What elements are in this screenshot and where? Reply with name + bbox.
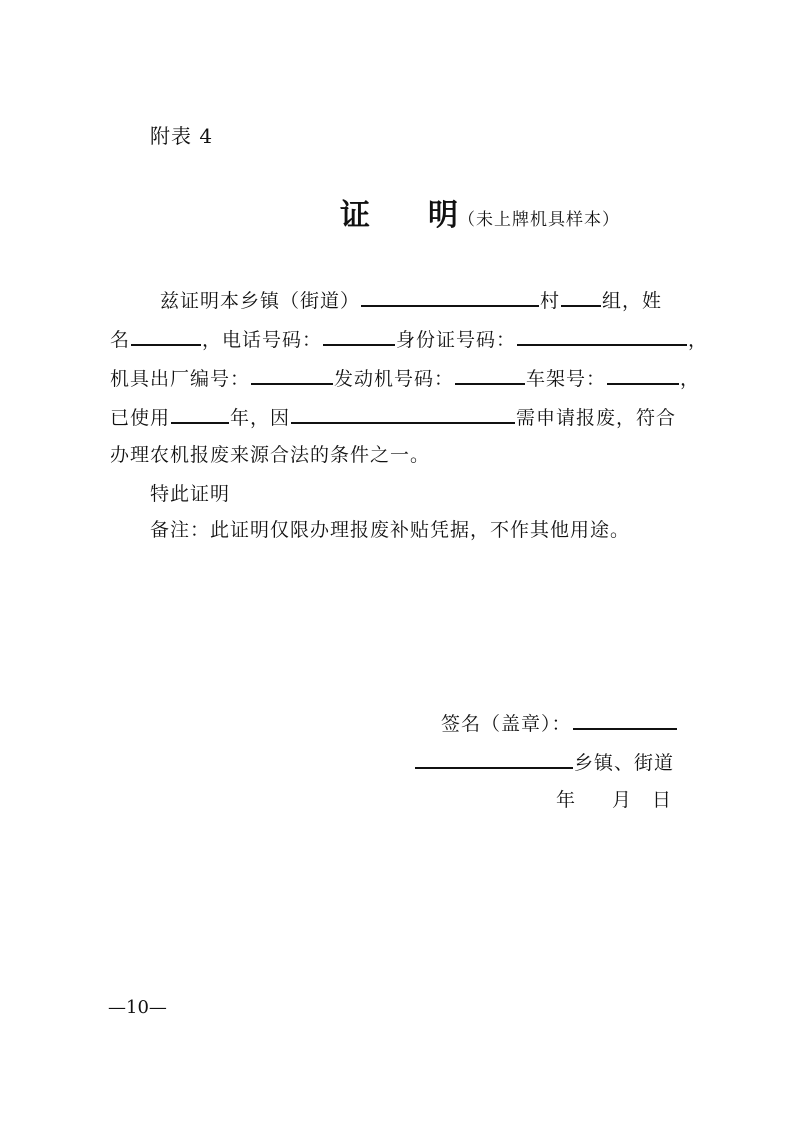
body-line-2 [110,326,708,352]
signature-field[interactable] [573,710,677,730]
title-subtitle: （未上牌机具样本） [458,210,620,230]
line2-text-c: 身份证号码： [396,329,517,351]
township-label: 乡镇、街道 [574,752,675,774]
body-line-1 [160,287,662,313]
body-line-3 [110,365,700,391]
line3-text-b: 发动机号码： [334,368,455,390]
line3-text-a: 机具出厂编号： [110,368,251,390]
title-char-2: 明 [428,198,458,233]
frame-number-field[interactable] [607,365,679,385]
reason-field[interactable] [291,404,515,424]
page-number: —10— [108,997,167,1018]
line2-text-b: ，电话号码： [202,329,323,351]
line4-text-b: 年，因 [230,407,291,429]
township-field[interactable] [415,749,573,769]
date-month: 月 [612,789,633,811]
document-title [340,190,620,234]
years-used-field[interactable] [171,404,229,424]
name-field[interactable] [131,326,201,346]
line4-text-a: 已使用 [110,407,171,429]
line2-text-d: ， [688,329,709,351]
id-number-field[interactable] [517,326,687,346]
signature-line [441,710,678,736]
closing-text: 特此证明 [150,483,231,505]
line1-text-c: 组，姓 [602,290,663,312]
factory-serial-field[interactable] [251,365,333,385]
line2-text-a: 名 [110,329,131,351]
line1-text-a: 兹证明本乡镇（街道） [160,290,361,312]
title-char-1: 证 [340,198,370,233]
line3-text-d: ， [680,368,701,390]
phone-field[interactable] [323,326,395,346]
engine-number-field[interactable] [455,365,525,385]
line4-text-c: 需申请报废，符合 [516,407,677,429]
remark-text: 备注：此证明仅限办理报废补贴凭据，不作其他用途。 [150,519,631,541]
body-line-5: 办理农机报废来源合法的条件之一。 [110,444,431,466]
body-line-4 [110,404,676,430]
village-group-field[interactable] [561,287,601,307]
sign-label: 签名（盖章）： [441,713,572,735]
street-field[interactable] [361,287,539,307]
appendix-label: 附表 4 [150,124,214,148]
township-line [414,749,674,775]
date-line [556,788,672,812]
line3-text-c: 车架号： [526,368,607,390]
date-day: 日 [652,789,673,811]
date-year: 年 [556,789,577,811]
line1-text-b: 村 [540,290,561,312]
